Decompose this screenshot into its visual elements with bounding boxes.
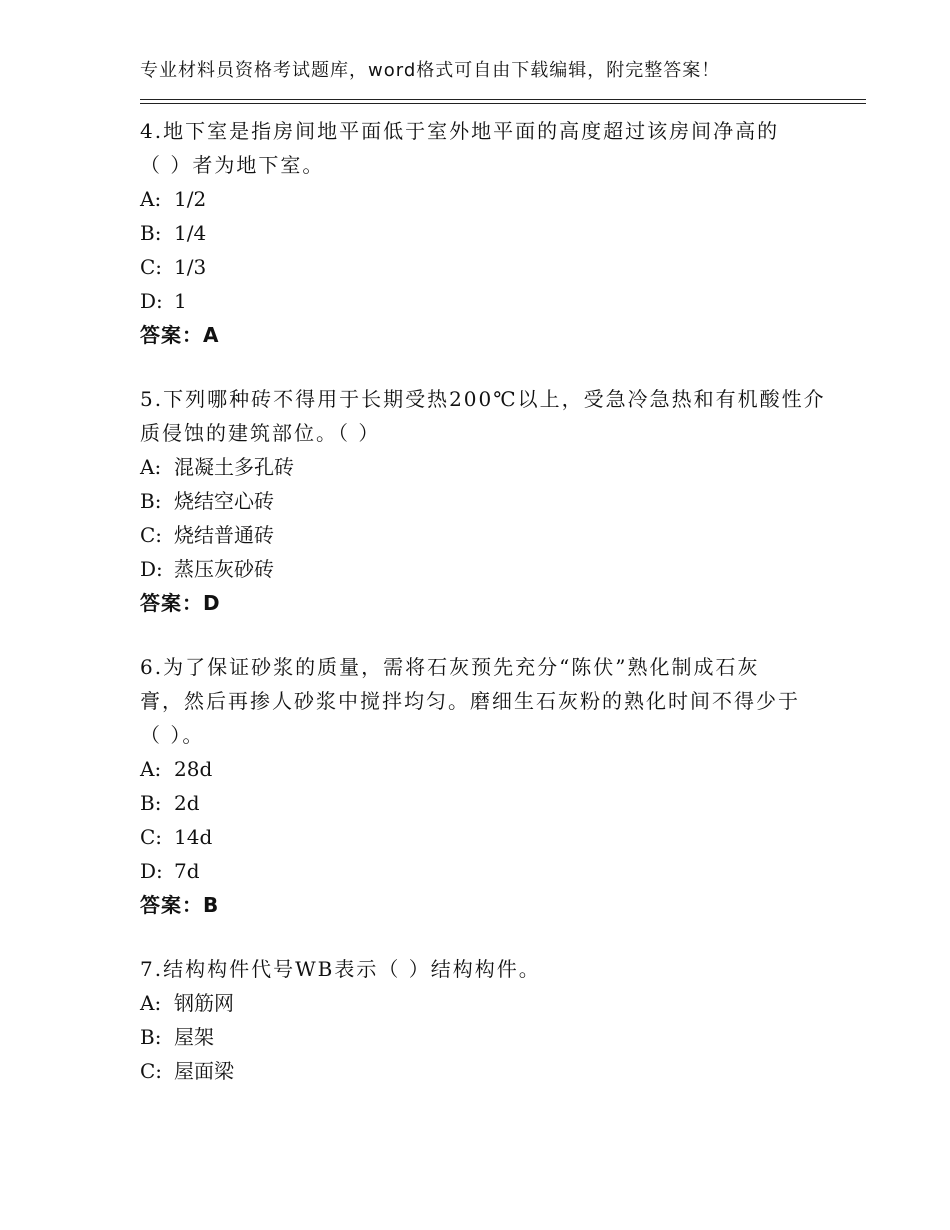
option-text: 1/4 bbox=[174, 221, 207, 245]
option-a bbox=[140, 450, 840, 484]
question-4 bbox=[140, 114, 840, 352]
option-b bbox=[140, 1020, 840, 1054]
option-d bbox=[140, 854, 840, 888]
question-text-line: 4.地下室是指房间地平面低于室外地平面的高度超过该房间净高的 bbox=[140, 119, 780, 143]
answer-text: 答案：A bbox=[140, 323, 220, 347]
option-text: 7d bbox=[174, 859, 200, 883]
option-letter: B: bbox=[140, 1025, 162, 1049]
option-c bbox=[140, 1054, 840, 1088]
question-list bbox=[140, 114, 840, 1118]
option-letter: A: bbox=[140, 187, 162, 211]
option-b bbox=[140, 216, 840, 250]
option-text: 钢筋网 bbox=[174, 991, 234, 1015]
question-text-line: 膏，然后再掺人砂浆中搅拌均匀。磨细生石灰粉的熟化时间不得少于 bbox=[140, 689, 800, 713]
question-6 bbox=[140, 650, 840, 922]
option-text: 2d bbox=[174, 791, 200, 815]
option-b bbox=[140, 484, 840, 518]
option-text: 1 bbox=[174, 289, 187, 313]
answer-text: 答案：B bbox=[140, 893, 220, 917]
option-letter: A: bbox=[140, 991, 162, 1015]
option-b bbox=[140, 786, 840, 820]
option-text: 混凝土多孔砖 bbox=[174, 455, 294, 479]
header-rule-bottom bbox=[140, 103, 866, 104]
option-letter: D: bbox=[140, 859, 163, 883]
option-letter: A: bbox=[140, 455, 162, 479]
option-letter: B: bbox=[140, 791, 162, 815]
question-text-line: 6.为了保证砂浆的质量，需将石灰预先充分“陈伏”熟化制成石灰 bbox=[140, 655, 760, 679]
question-text-line: 5.下列哪种砖不得用于长期受热200℃以上，受急冷急热和有机酸性介 bbox=[140, 387, 826, 411]
option-text: 1/2 bbox=[174, 187, 207, 211]
question-text-line: 质侵蚀的建筑部位。（ ） bbox=[140, 421, 381, 445]
page-header: 专业材料员资格考试题库，word格式可自由下载编辑，附完整答案！ bbox=[140, 60, 721, 81]
option-a bbox=[140, 182, 840, 216]
option-letter: A: bbox=[140, 757, 162, 781]
option-letter: B: bbox=[140, 489, 162, 513]
question-text-line: 7.结构构件代号WB表示（ ）结构构件。 bbox=[140, 957, 541, 981]
option-letter: C: bbox=[140, 255, 163, 279]
option-d bbox=[140, 284, 840, 318]
option-a bbox=[140, 752, 840, 786]
option-text: 烧结空心砖 bbox=[174, 489, 274, 513]
option-c bbox=[140, 820, 840, 854]
answer-text: 答案：D bbox=[140, 591, 221, 615]
question-text-line: （ ）者为地下室。 bbox=[140, 153, 325, 177]
option-text: 屋面梁 bbox=[174, 1059, 234, 1083]
option-text: 烧结普通砖 bbox=[174, 523, 274, 547]
option-letter: D: bbox=[140, 557, 163, 581]
option-text: 蒸压灰砂砖 bbox=[174, 557, 274, 581]
option-letter: C: bbox=[140, 1059, 163, 1083]
option-text: 14d bbox=[174, 825, 213, 849]
question-text-line: （ ）。 bbox=[140, 723, 205, 747]
option-text: 1/3 bbox=[174, 255, 207, 279]
option-c bbox=[140, 250, 840, 284]
option-a bbox=[140, 986, 840, 1020]
option-d bbox=[140, 552, 840, 586]
option-letter: C: bbox=[140, 825, 163, 849]
option-letter: C: bbox=[140, 523, 163, 547]
option-letter: B: bbox=[140, 221, 162, 245]
question-5 bbox=[140, 382, 840, 620]
option-c bbox=[140, 518, 840, 552]
option-text: 屋架 bbox=[174, 1025, 214, 1049]
option-letter: D: bbox=[140, 289, 163, 313]
question-7 bbox=[140, 952, 840, 1088]
header-rule-top bbox=[140, 99, 866, 100]
option-text: 28d bbox=[174, 757, 213, 781]
